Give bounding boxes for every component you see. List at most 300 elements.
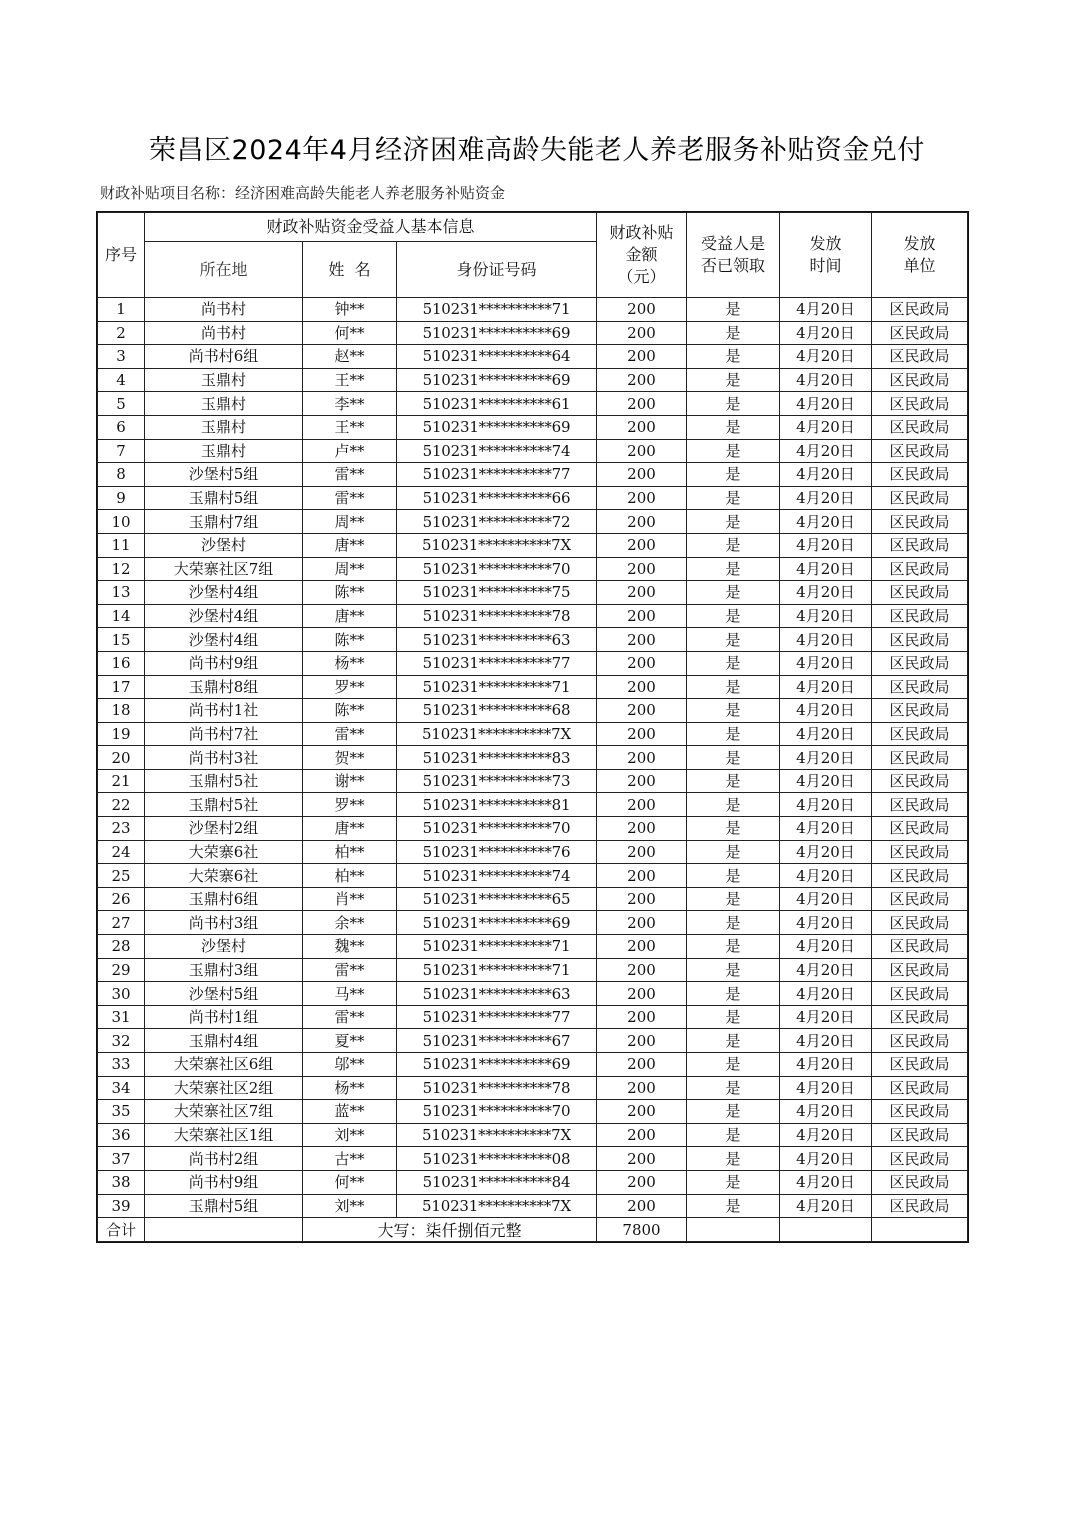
row-date: 4月20日 (780, 982, 872, 1006)
row-id-number: 510231**********69 (397, 321, 597, 345)
row-received: 是 (687, 887, 780, 911)
table-row (98, 958, 968, 982)
row-location: 尚书村7社 (145, 722, 303, 746)
table-row (98, 345, 968, 369)
table-row (98, 722, 968, 746)
row-id-number: 510231**********70 (397, 1100, 597, 1124)
row-date: 4月20日 (780, 1170, 872, 1194)
total-amount-in-words: 大写：柒仟捌佰元整 (303, 1218, 597, 1242)
row-received: 是 (687, 911, 780, 935)
row-amount: 200 (597, 1194, 687, 1218)
row-unit: 区民政局 (872, 415, 968, 439)
row-id-number: 510231**********73 (397, 769, 597, 793)
row-amount: 200 (597, 345, 687, 369)
row-location: 玉鼎村5社 (145, 769, 303, 793)
row-id-number: 510231**********69 (397, 368, 597, 392)
table-body (98, 298, 968, 1218)
row-seq: 35 (98, 1100, 145, 1124)
row-unit: 区民政局 (872, 628, 968, 652)
row-unit: 区民政局 (872, 557, 968, 581)
row-received: 是 (687, 1147, 780, 1171)
row-received: 是 (687, 628, 780, 652)
row-unit: 区民政局 (872, 1170, 968, 1194)
row-received: 是 (687, 769, 780, 793)
table-row (98, 1170, 968, 1194)
row-name: 雷** (303, 722, 397, 746)
row-seq: 30 (98, 982, 145, 1006)
table-row (98, 321, 968, 345)
row-location: 玉鼎村5社 (145, 793, 303, 817)
row-date: 4月20日 (780, 604, 872, 628)
row-amount: 200 (597, 793, 687, 817)
row-amount: 200 (597, 581, 687, 605)
row-id-number: 510231**********81 (397, 793, 597, 817)
row-name: 唐** (303, 604, 397, 628)
row-date: 4月20日 (780, 345, 872, 369)
header-amount-line3: （元） (617, 267, 666, 286)
row-amount: 200 (597, 722, 687, 746)
row-unit: 区民政局 (872, 1147, 968, 1171)
row-seq: 19 (98, 722, 145, 746)
row-seq: 5 (98, 392, 145, 416)
row-date: 4月20日 (780, 817, 872, 841)
row-id-number: 510231**********7X (397, 722, 597, 746)
row-seq: 1 (98, 298, 145, 322)
row-location: 尚书村1组 (145, 1005, 303, 1029)
row-seq: 23 (98, 817, 145, 841)
row-location: 沙堡村 (145, 533, 303, 557)
row-id-number: 510231**********77 (397, 651, 597, 675)
row-date: 4月20日 (780, 510, 872, 534)
row-received: 是 (687, 651, 780, 675)
row-amount: 200 (597, 533, 687, 557)
row-seq: 6 (98, 415, 145, 439)
row-received: 是 (687, 298, 780, 322)
table-row (98, 935, 968, 959)
row-date: 4月20日 (780, 722, 872, 746)
row-date: 4月20日 (780, 651, 872, 675)
row-location: 玉鼎村7组 (145, 510, 303, 534)
row-id-number: 510231**********63 (397, 628, 597, 652)
row-received: 是 (687, 1053, 780, 1077)
row-seq: 3 (98, 345, 145, 369)
row-unit: 区民政局 (872, 769, 968, 793)
row-received: 是 (687, 604, 780, 628)
row-amount: 200 (597, 651, 687, 675)
row-location: 沙堡村 (145, 935, 303, 959)
row-name: 贺** (303, 746, 397, 770)
row-name: 赵** (303, 345, 397, 369)
header-seq: 序号 (98, 213, 145, 298)
row-received: 是 (687, 1170, 780, 1194)
row-amount: 200 (597, 1100, 687, 1124)
row-amount: 200 (597, 1147, 687, 1171)
row-id-number: 510231**********61 (397, 392, 597, 416)
row-unit: 区民政局 (872, 1194, 968, 1218)
row-amount: 200 (597, 1170, 687, 1194)
row-unit: 区民政局 (872, 298, 968, 322)
table-header (98, 213, 968, 298)
row-amount: 200 (597, 746, 687, 770)
table-row (98, 1076, 968, 1100)
row-amount: 200 (597, 604, 687, 628)
row-amount: 200 (597, 817, 687, 841)
row-name: 罗** (303, 675, 397, 699)
row-date: 4月20日 (780, 463, 872, 487)
row-id-number: 510231**********64 (397, 345, 597, 369)
row-amount: 200 (597, 840, 687, 864)
row-location: 大荣寨6社 (145, 840, 303, 864)
row-seq: 16 (98, 651, 145, 675)
row-seq: 31 (98, 1005, 145, 1029)
row-received: 是 (687, 486, 780, 510)
row-unit: 区民政局 (872, 439, 968, 463)
row-id-number: 510231**********71 (397, 298, 597, 322)
row-name: 余** (303, 911, 397, 935)
row-name: 卢** (303, 439, 397, 463)
table-row (98, 298, 968, 322)
table-row (98, 651, 968, 675)
row-date: 4月20日 (780, 368, 872, 392)
row-location: 尚书村9组 (145, 651, 303, 675)
row-date: 4月20日 (780, 486, 872, 510)
row-date: 4月20日 (780, 1053, 872, 1077)
row-seq: 39 (98, 1194, 145, 1218)
row-received: 是 (687, 722, 780, 746)
row-id-number: 510231**********69 (397, 911, 597, 935)
row-id-number: 510231**********71 (397, 958, 597, 982)
row-location: 玉鼎村3组 (145, 958, 303, 982)
table-row (98, 557, 968, 581)
row-id-number: 510231**********66 (397, 486, 597, 510)
row-date: 4月20日 (780, 392, 872, 416)
row-id-number: 510231**********74 (397, 864, 597, 888)
row-seq: 2 (98, 321, 145, 345)
row-received: 是 (687, 958, 780, 982)
table-row (98, 840, 968, 864)
row-location: 玉鼎村 (145, 392, 303, 416)
row-seq: 11 (98, 533, 145, 557)
row-location: 玉鼎村8组 (145, 675, 303, 699)
row-name: 蓝** (303, 1100, 397, 1124)
row-unit: 区民政局 (872, 510, 968, 534)
row-unit: 区民政局 (872, 793, 968, 817)
row-seq: 7 (98, 439, 145, 463)
row-amount: 200 (597, 769, 687, 793)
row-amount: 200 (597, 557, 687, 581)
row-id-number: 510231**********67 (397, 1029, 597, 1053)
row-location: 玉鼎村5组 (145, 1194, 303, 1218)
row-name: 王** (303, 415, 397, 439)
row-name: 刘** (303, 1194, 397, 1218)
row-id-number: 510231**********78 (397, 1076, 597, 1100)
row-unit: 区民政局 (872, 1123, 968, 1147)
row-received: 是 (687, 982, 780, 1006)
row-seq: 29 (98, 958, 145, 982)
table-row (98, 1147, 968, 1171)
row-seq: 37 (98, 1147, 145, 1171)
total-empty-cell (145, 1218, 303, 1242)
total-empty-unit (872, 1218, 968, 1242)
table-row (98, 510, 968, 534)
table-row (98, 699, 968, 723)
row-location: 沙堡村5组 (145, 463, 303, 487)
row-name: 王** (303, 368, 397, 392)
row-name: 陈** (303, 699, 397, 723)
row-seq: 33 (98, 1053, 145, 1077)
row-id-number: 510231**********71 (397, 675, 597, 699)
row-seq: 21 (98, 769, 145, 793)
total-label: 合计 (98, 1218, 145, 1242)
row-name: 陈** (303, 628, 397, 652)
row-unit: 区民政局 (872, 1005, 968, 1029)
row-date: 4月20日 (780, 415, 872, 439)
table-row (98, 1029, 968, 1053)
row-received: 是 (687, 581, 780, 605)
row-date: 4月20日 (780, 840, 872, 864)
row-name: 柏** (303, 840, 397, 864)
row-unit: 区民政局 (872, 935, 968, 959)
row-id-number: 510231**********69 (397, 1053, 597, 1077)
header-date (780, 213, 872, 298)
row-received: 是 (687, 533, 780, 557)
header-amount-line2: 金额 (625, 245, 658, 264)
row-amount: 200 (597, 628, 687, 652)
row-seq: 24 (98, 840, 145, 864)
row-id-number: 510231**********08 (397, 1147, 597, 1171)
row-unit: 区民政局 (872, 368, 968, 392)
row-seq: 22 (98, 793, 145, 817)
row-unit: 区民政局 (872, 1029, 968, 1053)
row-received: 是 (687, 368, 780, 392)
row-amount: 200 (597, 935, 687, 959)
row-received: 是 (687, 675, 780, 699)
row-name: 马** (303, 982, 397, 1006)
row-name: 何** (303, 1170, 397, 1194)
row-id-number: 510231**********7X (397, 533, 597, 557)
row-received: 是 (687, 1123, 780, 1147)
row-date: 4月20日 (780, 581, 872, 605)
row-location: 大荣寨社区7组 (145, 557, 303, 581)
row-location: 尚书村 (145, 321, 303, 345)
row-received: 是 (687, 345, 780, 369)
row-id-number: 510231**********63 (397, 982, 597, 1006)
row-name: 周** (303, 557, 397, 581)
row-received: 是 (687, 746, 780, 770)
table-row (98, 864, 968, 888)
row-received: 是 (687, 935, 780, 959)
row-received: 是 (687, 1194, 780, 1218)
row-date: 4月20日 (780, 1076, 872, 1100)
row-unit: 区民政局 (872, 321, 968, 345)
table-row (98, 581, 968, 605)
row-received: 是 (687, 439, 780, 463)
row-received: 是 (687, 1100, 780, 1124)
row-location: 沙堡村5组 (145, 982, 303, 1006)
row-unit: 区民政局 (872, 1076, 968, 1100)
row-amount: 200 (597, 1123, 687, 1147)
table-row (98, 746, 968, 770)
row-amount: 200 (597, 298, 687, 322)
row-id-number: 510231**********77 (397, 463, 597, 487)
row-unit: 区民政局 (872, 392, 968, 416)
row-unit: 区民政局 (872, 581, 968, 605)
row-amount: 200 (597, 439, 687, 463)
row-location: 沙堡村2组 (145, 817, 303, 841)
row-id-number: 510231**********74 (397, 439, 597, 463)
row-amount: 200 (597, 1053, 687, 1077)
row-unit: 区民政局 (872, 958, 968, 982)
row-name: 刘** (303, 1123, 397, 1147)
header-received-line1: 受益人是 (700, 234, 765, 253)
row-received: 是 (687, 557, 780, 581)
row-unit: 区民政局 (872, 345, 968, 369)
row-amount: 200 (597, 486, 687, 510)
header-amount-line1: 财政补贴 (609, 223, 674, 242)
row-seq: 18 (98, 699, 145, 723)
header-beneficiary-info: 财政补贴资金受益人基本信息 (145, 213, 597, 242)
row-name: 唐** (303, 817, 397, 841)
row-unit: 区民政局 (872, 1100, 968, 1124)
row-date: 4月20日 (780, 887, 872, 911)
row-unit: 区民政局 (872, 533, 968, 557)
row-amount: 200 (597, 368, 687, 392)
row-id-number: 510231**********83 (397, 746, 597, 770)
row-date: 4月20日 (780, 321, 872, 345)
row-location: 尚书村2组 (145, 1147, 303, 1171)
row-date: 4月20日 (780, 746, 872, 770)
row-date: 4月20日 (780, 793, 872, 817)
row-received: 是 (687, 1076, 780, 1100)
row-seq: 10 (98, 510, 145, 534)
row-date: 4月20日 (780, 958, 872, 982)
row-location: 大荣寨社区2组 (145, 1076, 303, 1100)
row-seq: 17 (98, 675, 145, 699)
row-amount: 200 (597, 699, 687, 723)
row-date: 4月20日 (780, 439, 872, 463)
row-received: 是 (687, 510, 780, 534)
row-date: 4月20日 (780, 675, 872, 699)
row-name: 雷** (303, 463, 397, 487)
table-row (98, 1100, 968, 1124)
row-location: 大荣寨社区6组 (145, 1053, 303, 1077)
table-row (98, 887, 968, 911)
row-date: 4月20日 (780, 1100, 872, 1124)
table-row (98, 793, 968, 817)
row-seq: 12 (98, 557, 145, 581)
table-row (98, 604, 968, 628)
row-received: 是 (687, 817, 780, 841)
table-row (98, 392, 968, 416)
row-id-number: 510231**********75 (397, 581, 597, 605)
row-amount: 200 (597, 510, 687, 534)
total-empty-date (780, 1218, 872, 1242)
row-date: 4月20日 (780, 298, 872, 322)
header-date-line1: 发放 (809, 234, 842, 253)
row-location: 大荣寨6社 (145, 864, 303, 888)
table-row (98, 1194, 968, 1218)
row-date: 4月20日 (780, 911, 872, 935)
row-date: 4月20日 (780, 1123, 872, 1147)
row-location: 玉鼎村5组 (145, 486, 303, 510)
row-unit: 区民政局 (872, 982, 968, 1006)
table-row (98, 533, 968, 557)
row-seq: 27 (98, 911, 145, 935)
row-received: 是 (687, 864, 780, 888)
row-date: 4月20日 (780, 557, 872, 581)
row-id-number: 510231**********76 (397, 840, 597, 864)
row-location: 沙堡村4组 (145, 604, 303, 628)
row-location: 尚书村 (145, 298, 303, 322)
row-unit: 区民政局 (872, 604, 968, 628)
total-amount: 7800 (597, 1218, 687, 1242)
row-seq: 26 (98, 887, 145, 911)
row-id-number: 510231**********70 (397, 557, 597, 581)
row-amount: 200 (597, 321, 687, 345)
row-received: 是 (687, 793, 780, 817)
row-location: 尚书村3社 (145, 746, 303, 770)
row-name: 柏** (303, 864, 397, 888)
row-received: 是 (687, 392, 780, 416)
row-date: 4月20日 (780, 628, 872, 652)
row-seq: 13 (98, 581, 145, 605)
table-row (98, 817, 968, 841)
header-name: 姓 名 (303, 242, 397, 298)
row-seq: 36 (98, 1123, 145, 1147)
row-id-number: 510231**********7X (397, 1123, 597, 1147)
total-row (98, 1218, 968, 1242)
row-amount: 200 (597, 675, 687, 699)
header-unit (872, 213, 968, 298)
row-unit: 区民政局 (872, 817, 968, 841)
table-row (98, 463, 968, 487)
row-date: 4月20日 (780, 699, 872, 723)
row-location: 玉鼎村4组 (145, 1029, 303, 1053)
row-seq: 34 (98, 1076, 145, 1100)
row-name: 夏** (303, 1029, 397, 1053)
row-unit: 区民政局 (872, 840, 968, 864)
row-received: 是 (687, 1029, 780, 1053)
row-id-number: 510231**********77 (397, 1005, 597, 1029)
row-location: 玉鼎村6组 (145, 887, 303, 911)
row-seq: 14 (98, 604, 145, 628)
project-name: 财政补贴项目名称：经济困难高龄失能老人养老服务补贴资金 (100, 184, 506, 202)
row-location: 玉鼎村 (145, 439, 303, 463)
row-location: 大荣寨社区1组 (145, 1123, 303, 1147)
total-empty-received (687, 1218, 780, 1242)
row-id-number: 510231**********70 (397, 817, 597, 841)
row-amount: 200 (597, 415, 687, 439)
table-row (98, 486, 968, 510)
row-date: 4月20日 (780, 1147, 872, 1171)
row-amount: 200 (597, 1076, 687, 1100)
row-amount: 200 (597, 1005, 687, 1029)
row-amount: 200 (597, 958, 687, 982)
document-title: 荣昌区2024年4月经济困难高龄失能老人养老服务补贴资金兑付 (149, 135, 925, 166)
row-id-number: 510231**********65 (397, 887, 597, 911)
header-amount (597, 213, 687, 298)
header-received (687, 213, 780, 298)
table-row (98, 1005, 968, 1029)
row-date: 4月20日 (780, 1194, 872, 1218)
row-amount: 200 (597, 911, 687, 935)
subsidy-table (97, 212, 968, 1242)
table-row (98, 415, 968, 439)
row-seq: 20 (98, 746, 145, 770)
row-seq: 38 (98, 1170, 145, 1194)
header-received-line2: 否已领取 (700, 256, 765, 275)
row-name: 陈** (303, 581, 397, 605)
